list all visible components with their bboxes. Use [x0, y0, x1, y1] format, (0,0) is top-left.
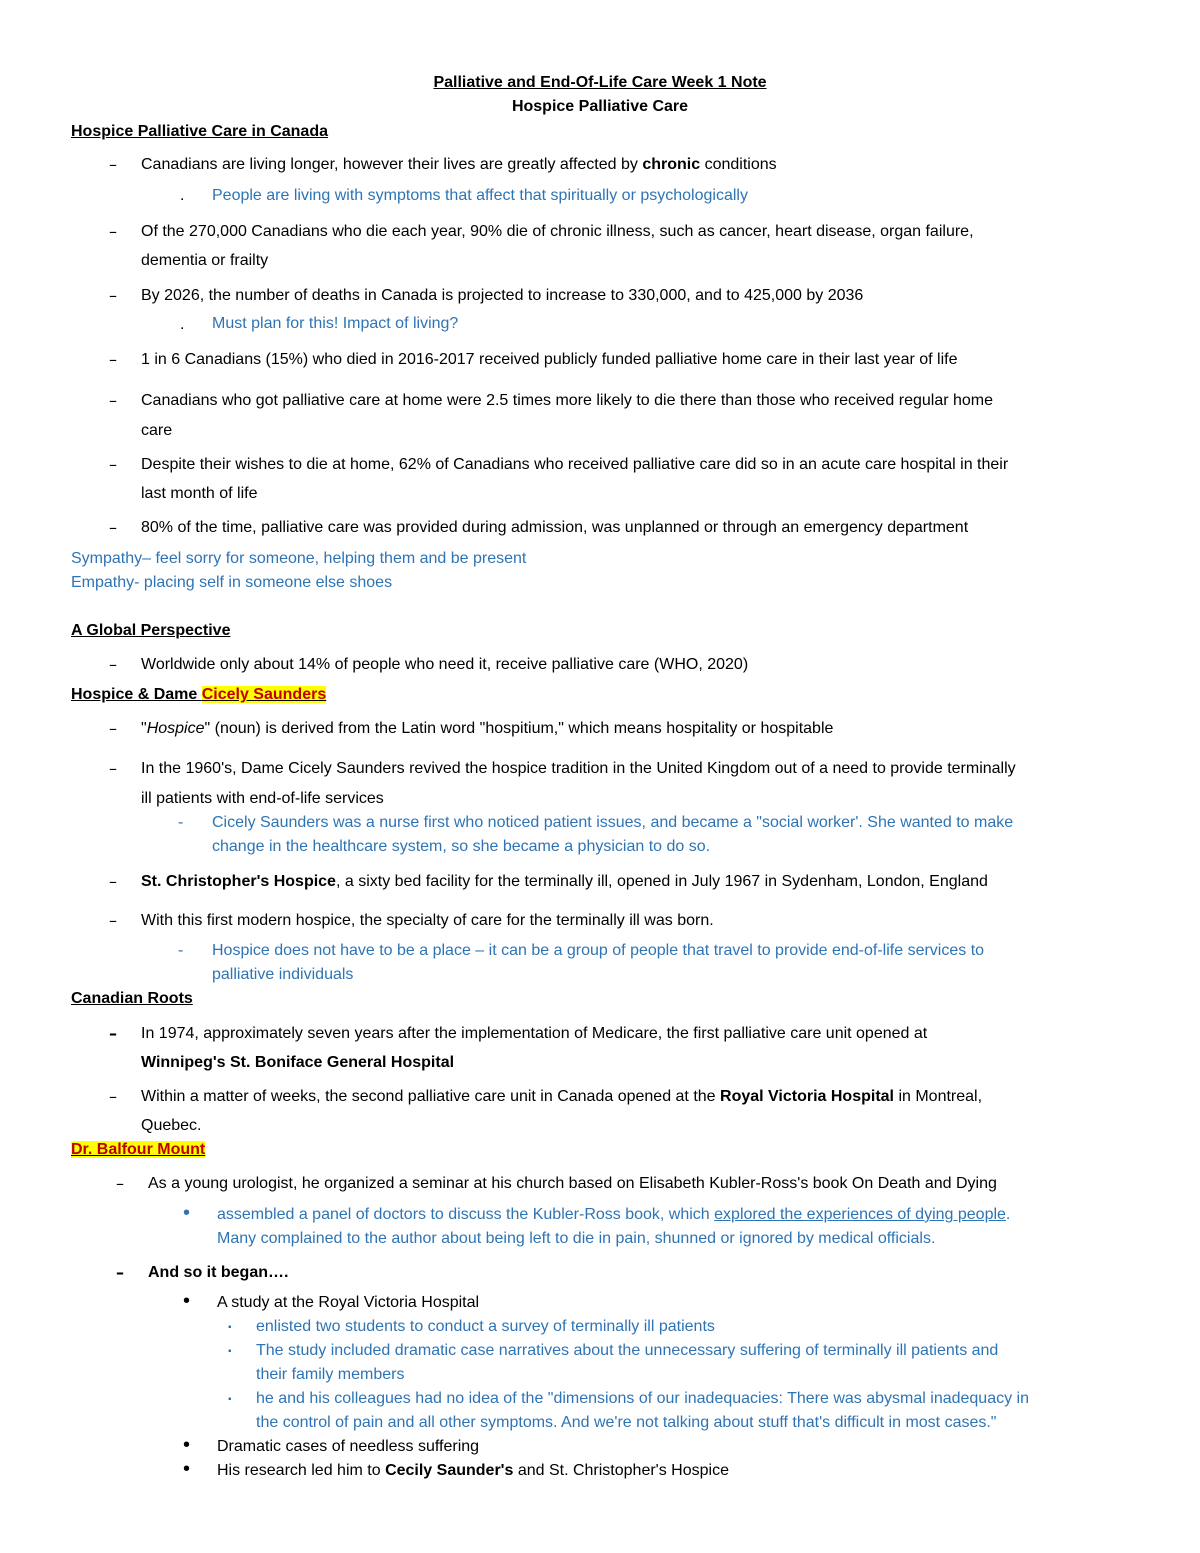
dash-bullet: –: [109, 1087, 117, 1106]
dash-bullet: –: [109, 1024, 117, 1043]
sub-note: assembled a panel of doctors to discuss the Kubler-Ross book, which explored the experiences of dying people.: [217, 1206, 1011, 1223]
dash-bullet: –: [109, 155, 117, 174]
sub-note: enlisted two students to conduct a survey of terminally ill patients: [256, 1318, 715, 1335]
list-item-continued: ill patients with end-of-life services: [141, 790, 384, 807]
bullet-dot: •: [183, 1458, 191, 1480]
dash-bullet: –: [109, 719, 117, 738]
list-item-continued: Winnipeg's St. Boniface General Hospital: [141, 1054, 455, 1071]
sub-note: The study included dramatic case narratives about the unnecessary suffering of terminally ill patients and: [256, 1342, 999, 1359]
document-subtitle: Hospice Palliative Care: [511, 98, 689, 115]
highlighted-name: Cicely Saunders: [201, 686, 327, 703]
list-item-continued: care: [141, 422, 173, 439]
section-heading-global: A Global Perspective: [71, 622, 231, 639]
sub-note: he and his colleagues had no idea of the "dimensions of our inadequacies: There was abysmal inadequacy in: [256, 1390, 1029, 1407]
bullet-dot: •: [183, 1290, 191, 1312]
list-item: Canadians are living longer, however their lives are greatly affected by chronic conditions: [141, 156, 777, 173]
list-item: St. Christopher's Hospice, a sixty bed facility for the terminally ill, opened in July 1967 in Sydenham, London, England: [141, 873, 988, 890]
sub-note: People are living with symptoms that affect that spiritually or psychologically: [212, 187, 748, 204]
bullet-dot: •: [183, 1434, 191, 1456]
section-heading-hospice: Hospice & Dame Cicely Saunders: [71, 686, 327, 703]
list-item: 80% of the time, palliative care was provided during admission, was unplanned or through an emergency department: [141, 519, 969, 536]
bullet-item: His research led him to Cecily Saunder's and St. Christopher's Hospice: [217, 1462, 729, 1479]
list-item: By 2026, the number of deaths in Canada is projected to increase to 330,000, and to 425,000 by 2036: [141, 287, 864, 304]
dot-bullet: .: [180, 316, 185, 333]
sub-note-continued: the control of pain and all other symptoms. And we're not talking about stuff that's difficult in most cases.": [256, 1414, 997, 1431]
list-item: "Hospice" (noun) is derived from the Latin word "hospitium," which means hospitality or hospitable: [141, 720, 834, 737]
dash-bullet: –: [109, 350, 117, 369]
hyphen-bullet: -: [178, 814, 184, 831]
list-item: With this first modern hospice, the specialty of care for the terminally ill was born.: [141, 912, 714, 929]
list-item-continued: last month of life: [141, 485, 258, 502]
sub-note-continued: Many complained to the author about being left to die in pain, shunned or ignored by medical officials.: [217, 1230, 936, 1247]
sub-note: Must plan for this! Impact of living?: [212, 315, 459, 332]
list-item-continued: Quebec.: [141, 1117, 202, 1134]
list-item: In the 1960's, Dame Cicely Saunders revived the hospice tradition in the United Kingdom out of a need to provide terminally: [141, 760, 1016, 777]
section-heading-balfour-mount: Dr. Balfour Mount: [71, 1141, 206, 1158]
section-heading-canadian-roots: Canadian Roots: [71, 990, 193, 1007]
list-item: Of the 270,000 Canadians who die each year, 90% die of chronic illness, such as cancer, heart disease, organ failure,: [141, 223, 974, 240]
document-title: Palliative and End-Of-Life Care Week 1 Note: [433, 74, 767, 91]
square-bullet: ▪: [228, 1322, 232, 1333]
sub-note: Hospice does not have to be a place – it can be a group of people that travel to provide end-of-life services to: [212, 942, 985, 959]
list-item: Despite their wishes to die at home, 62% of Canadians who received palliative care did so in an acute care hospital in their: [141, 456, 1009, 473]
dash-bullet: –: [109, 911, 117, 930]
dash-bullet: –: [109, 759, 117, 778]
list-item: As a young urologist, he organized a seminar at his church based on Elisabeth Kubler-Ross's book On Death and Dying: [148, 1175, 997, 1192]
list-item: Canadians who got palliative care at home were 2.5 times more likely to die there than those who received regular home: [141, 392, 994, 409]
note-sympathy: Sympathy– feel sorry for someone, helping them and be present: [71, 550, 527, 567]
square-bullet: ▪: [228, 1346, 232, 1357]
list-item: And so it began….: [148, 1264, 289, 1281]
sub-note-continued: change in the healthcare system, so she became a physician to do so.: [212, 838, 711, 855]
dash-bullet: –: [109, 872, 117, 891]
list-item: Worldwide only about 14% of people who need it, receive palliative care (WHO, 2020): [141, 656, 749, 673]
bullet-item: Dramatic cases of needless suffering: [217, 1438, 480, 1455]
bullet-item: A study at the Royal Victoria Hospital: [217, 1294, 480, 1311]
square-bullet: ▪: [228, 1394, 232, 1405]
bullet-dot: •: [183, 1202, 191, 1224]
hyphen-bullet: -: [178, 942, 184, 959]
sub-note: Cicely Saunders was a nurse first who noticed patient issues, and became a "social worker'. She wanted to make: [212, 814, 1014, 831]
dash-bullet: –: [116, 1263, 124, 1282]
note-empathy: Empathy- placing self in someone else shoes: [71, 574, 393, 591]
dash-bullet: –: [109, 455, 117, 474]
sub-note-continued: palliative individuals: [212, 966, 354, 983]
dash-bullet: –: [109, 518, 117, 537]
list-item: 1 in 6 Canadians (15%) who died in 2016-2017 received publicly funded palliative home care in their last year of life: [141, 351, 958, 368]
dot-bullet: .: [180, 187, 185, 204]
section-heading-canada: Hospice Palliative Care in Canada: [71, 123, 328, 140]
dash-bullet: –: [109, 286, 117, 305]
dash-bullet: –: [109, 655, 117, 674]
list-item: In 1974, approximately seven years after the implementation of Medicare, the first palliative care unit opened at: [141, 1025, 928, 1042]
dash-bullet: –: [116, 1174, 124, 1193]
dash-bullet: –: [109, 391, 117, 410]
list-item: Within a matter of weeks, the second palliative care unit in Canada opened at the Royal Victoria Hospital in Montreal,: [141, 1088, 983, 1105]
sub-note-continued: their family members: [256, 1366, 405, 1383]
dash-bullet: –: [109, 222, 117, 241]
list-item-continued: dementia or frailty: [141, 252, 269, 269]
